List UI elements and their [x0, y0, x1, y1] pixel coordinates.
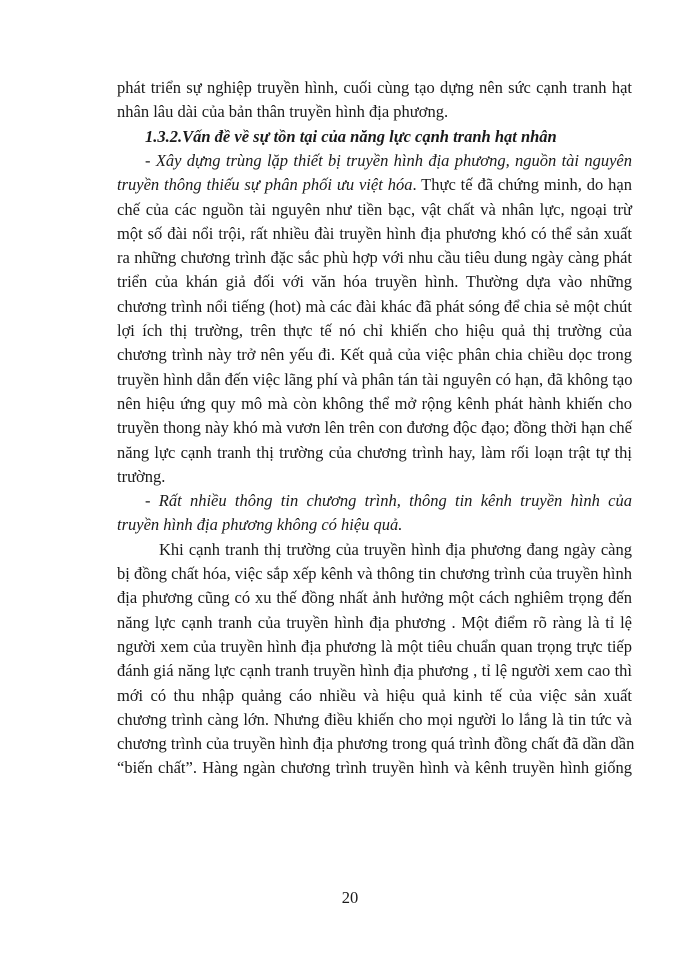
text-line: nhân lâu dài của bản thân truyền hình địa phương. [117, 102, 449, 122]
text-line: nên hiệu ứng quy mô mà còn không thể mở rộng kênh phát hành khiến cho [117, 393, 632, 413]
text-span: . Thực tế đã chứng minh, do hạn [412, 175, 632, 195]
text-line: bị đồng chất hóa, việc sắp xếp kênh và thông tin chương trình của truyền hình [117, 564, 632, 583]
text-line: chương trình càng lớn. Nhưng điều khiến cho mọi người lo lắng là tin tức và [117, 709, 632, 729]
text-line: truyền hình địa phương không có hiệu quả. [117, 515, 403, 535]
text-line: trường. [117, 466, 166, 486]
text-line: mới có thu nhập quảng cáo nhiều và hiệu quả kinh tế của việc sản xuất [117, 685, 632, 705]
text-line: ra những chương trình đặc sắc phù hợp với nhu cầu tiêu dung ngày càng phát [117, 248, 632, 268]
text-line: - Xây dựng trùng lặp thiết bị truyền hình địa phương, nguồn tài nguyên [145, 150, 632, 170]
text-line: năng lực cạnh tranh thị trường của chương trình hay, làm rối loạn trật tự thị [117, 442, 632, 462]
text-line: Khi cạnh tranh thị trường của truyền hình địa phương đang ngày càng [159, 539, 632, 559]
page-number: 20 [341, 888, 359, 907]
text-line: đánh giá năng lực cạnh tranh truyền hình địa phương , tỉ lệ người xem cao thì [117, 661, 632, 681]
text-line: người xem của truyền hình địa phương là một tiêu chuẩn quan trọng trực tiếp [117, 636, 632, 656]
text-line: chương trình này trở nên yếu đi. Kết quả của việc phân chia chiều dọc trong [117, 345, 632, 365]
text-line: một số đài nổi trội, rất nhiều đài truyền hình địa phương khó có thể sản xuất [117, 223, 632, 243]
text-line: lợi ích thị trường, trên thực tế nó chỉ khiến cho hiệu quả thị trường của [117, 321, 632, 340]
text-line: phát triển sự nghiệp truyền hình, cuối cùng tạo dựng nên sức cạnh tranh hạt [117, 78, 632, 97]
text-line: truyền hình dẫn đến việc lãng phí và phân tán tài nguyên có hạn, đã không tạo [117, 369, 633, 389]
text-line: “biến chất”. Hàng ngàn chương trình truyền hình và kênh truyền hình giống [117, 758, 632, 778]
text-line: chương trình nổi tiếng (hot) mà các đài khác đã phát sóng để chia sẻ một chút [117, 296, 632, 316]
text-line: triển của khán giả đối với văn hóa truyền hình. Thường dựa vào những [117, 272, 632, 292]
italic-text: truyền thông thiếu sự phân phối ưu việt hóa [117, 175, 413, 195]
section-heading: 1.3.2.Vấn đề về sự tồn tại của năng lực cạnh tranh hạt nhân [145, 126, 557, 146]
text-line: chế của các nguồn tài nguyên như tiền bạc, vật chất và nhân lực, ngoại trừ [117, 199, 632, 219]
text-line: chương trình của truyền hình địa phương trong quá trình đồng chất đã dần dần [117, 734, 635, 754]
text-line: truyền thong này khó mà vươn lên trên con đương độc đạo; đồng thời hạn chế [117, 418, 632, 438]
text-line [117, 175, 632, 195]
text-line: năng lực cạnh tranh của truyền hình địa phương . Một điểm rõ ràng là tỉ lệ [117, 612, 632, 632]
text-line: - Rất nhiều thông tin chương trình, thông tin kênh truyền hình của [145, 491, 632, 511]
text-line: địa phương cũng có xu thế đồng nhất ảnh hưởng một cách nghiêm trọng đến [117, 588, 632, 608]
